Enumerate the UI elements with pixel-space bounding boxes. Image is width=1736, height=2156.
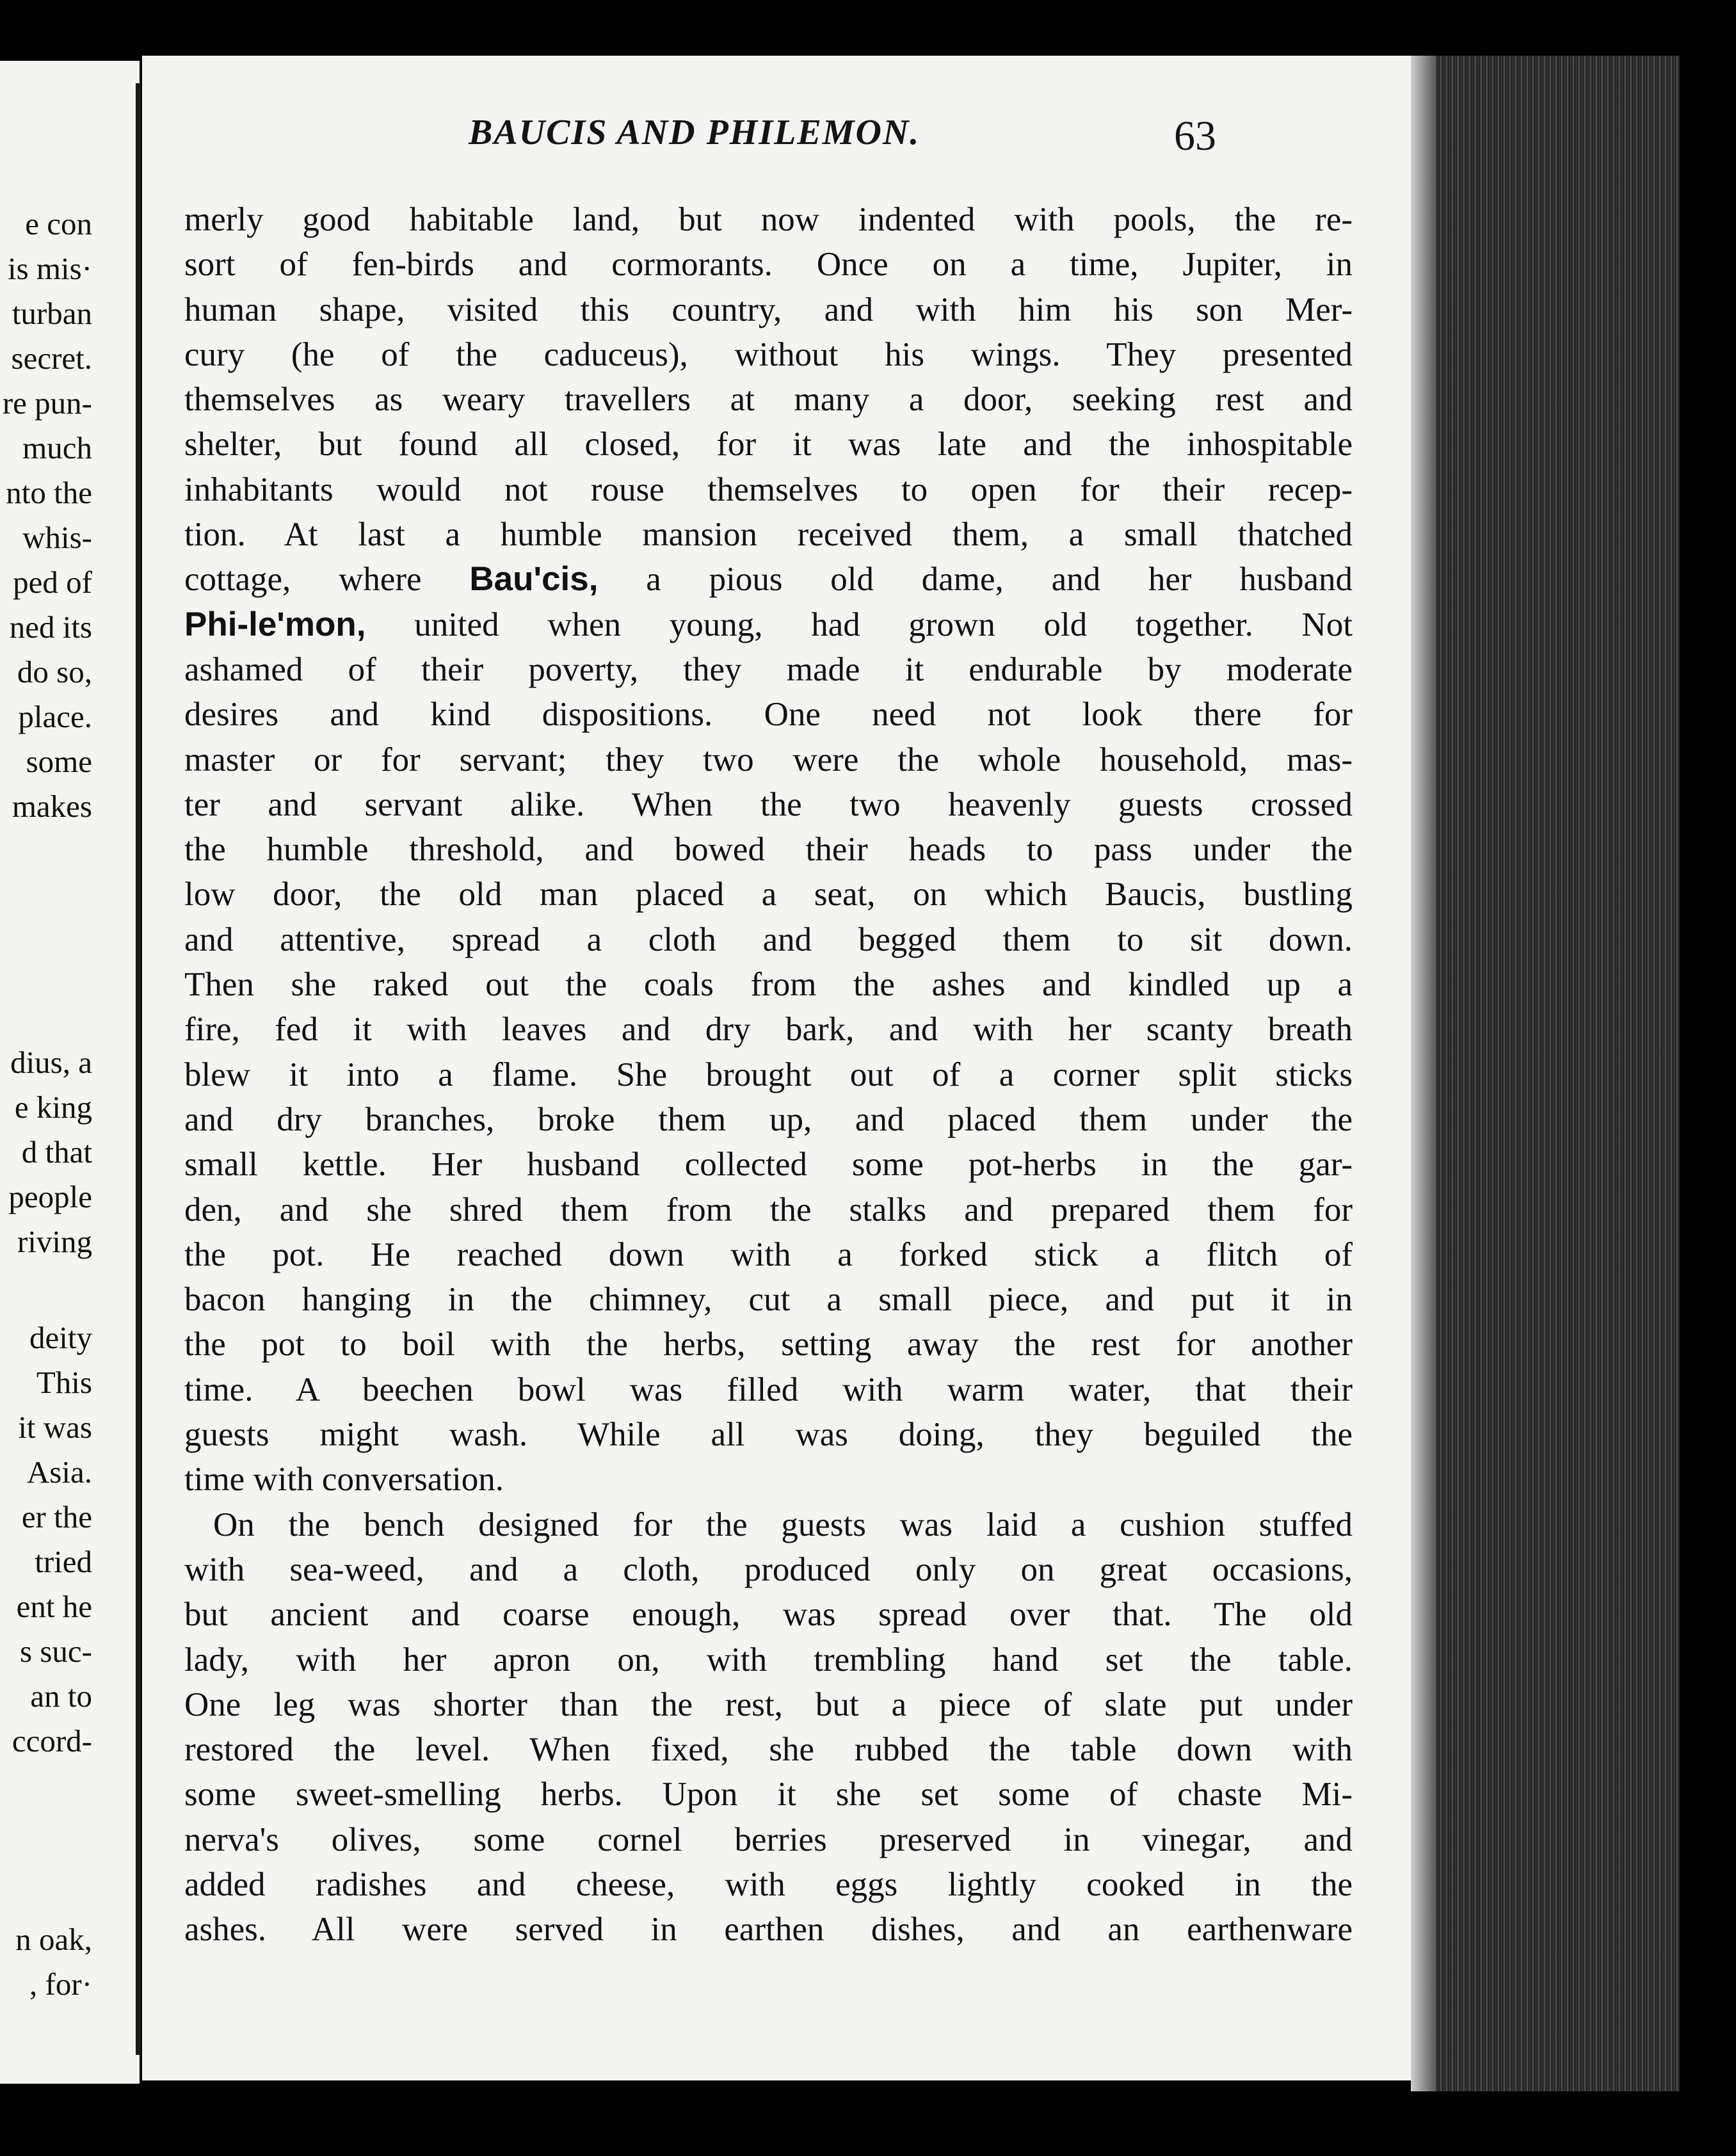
- left-page-fragment: dius, a: [10, 1045, 92, 1080]
- main-page: [142, 56, 1411, 2080]
- text-line: the pot. He reached down with a forked stick a flitch of: [184, 1235, 1353, 1273]
- text-line: guests might wash. While all was doing, they beguiled the: [184, 1416, 1353, 1454]
- gutter-rule: [136, 83, 141, 2055]
- running-head: BAUCIS AND PHILEMON.: [469, 113, 920, 152]
- text-line: the humble threshold, and bowed their heads to pass under the: [184, 831, 1353, 869]
- text-line: cury (he of the caduceus), without his wings. They presented: [184, 335, 1353, 373]
- text-line: ashamed of their poverty, they made it endurable by moderate: [184, 650, 1353, 688]
- left-page-fragment: d that: [21, 1134, 92, 1170]
- text-line: added radishes and cheese, with eggs lightly cooked in the: [184, 1865, 1353, 1903]
- left-page-fragment: secret.: [11, 341, 92, 376]
- text-line: shelter, but found all closed, for it was late and the inhospitable: [184, 426, 1353, 463]
- left-page-fragment: is mis·: [7, 251, 92, 286]
- text-line: themselves as weary travellers at many a door, seeking rest and: [184, 381, 1353, 419]
- text-line: with sea-weed, and a cloth, produced only on great occasions,: [184, 1550, 1353, 1588]
- text-line: time. A beechen bowl was filled with warm water, that their: [184, 1371, 1353, 1408]
- text-line: Then she raked out the coals from the ashes and kindled up a: [184, 966, 1353, 1004]
- text-line: low door, the old man placed a seat, on which Baucis, bustling: [184, 876, 1353, 913]
- left-page-fragment: do so,: [17, 654, 92, 689]
- text-line: [184, 557, 1353, 602]
- left-page-fragment: place.: [18, 699, 92, 734]
- text-line: tion. At last a humble mansion received them, a small thatched: [184, 516, 1353, 554]
- text-line: sort of fen-birds and cormorants. Once on a time, Jupiter, in: [184, 246, 1353, 284]
- left-page-fragment: an to: [30, 1678, 92, 1714]
- text-line: restored the level. When fixed, she rubbed the table down with: [184, 1731, 1353, 1769]
- text-line: [184, 602, 1353, 647]
- left-facing-page: [0, 61, 140, 2084]
- text-run: a pious old dame, and her husband: [646, 561, 1353, 599]
- left-page-fragment: tried: [35, 1544, 92, 1579]
- left-page-fragment: Asia.: [26, 1454, 92, 1490]
- text-line: bacon hanging in the chimney, cut a small piece, and put it in: [184, 1281, 1353, 1319]
- text-line: and attentive, spread a cloth and begged them to sit down.: [184, 921, 1353, 958]
- left-page-fragment: ped of: [13, 565, 92, 600]
- text-line: nerva's olives, some cornel berries preserved in vinegar, and: [184, 1821, 1353, 1858]
- text-line: ter and servant alike. When the two heavenly guests crossed: [184, 785, 1353, 823]
- left-page-fragment: e con: [25, 206, 92, 241]
- text-line: human shape, visited this country, and with him his son Mer-: [184, 291, 1353, 328]
- left-page-fragment: nto the: [6, 475, 92, 510]
- text-line: lady, with her apron on, with trembling hand set the table.: [184, 1641, 1353, 1678]
- text-line: ashes. All were served in earthen dishes, and an earthenware: [184, 1911, 1353, 1949]
- text-line: master or for servant; they two were the whole household, mas-: [184, 741, 1353, 778]
- left-page-fragment: makes: [12, 789, 92, 824]
- left-page-fragment: re pun-: [2, 385, 92, 421]
- text-line: blew it into a flame. She brought out of a corner split sticks: [184, 1056, 1353, 1093]
- text-line: and dry branches, broke them up, and placed them under the: [184, 1100, 1353, 1138]
- text-line: small kettle. Her husband collected some pot-herbs in the gar-: [184, 1146, 1353, 1184]
- text-run: united when young, had grown old together. Not: [414, 606, 1353, 643]
- left-page-fragment: ccord-: [12, 1723, 92, 1758]
- left-page-fragment: riving: [17, 1224, 92, 1259]
- left-page-fragment: whis-: [22, 520, 92, 555]
- name-baucis: Bau'cis,: [469, 560, 599, 599]
- left-page-fragment: ned its: [9, 609, 92, 645]
- left-page-fragment: s suc-: [20, 1634, 92, 1669]
- body-text: [184, 197, 1353, 1952]
- text-line: On the bench designed for the guests was laid a cushion stuffed: [213, 1506, 1353, 1543]
- left-page-fragment: e king: [14, 1090, 92, 1125]
- text-line: but ancient and coarse enough, was spread over that. The old: [184, 1596, 1353, 1634]
- page-edge-shadow: [1411, 56, 1436, 2091]
- page-number: 63: [1174, 113, 1216, 159]
- text-line: den, and she shred them from the stalks and prepared them for: [184, 1191, 1353, 1228]
- text-line: desires and kind dispositions. One need not look there for: [184, 696, 1353, 734]
- left-page-fragment: much: [22, 430, 92, 465]
- text-line: inhabitants would not rouse themselves to open for their recep-: [184, 471, 1353, 508]
- left-page-fragment: some: [26, 744, 92, 779]
- text-line: merly good habitable land, but now indented with pools, the re-: [184, 201, 1353, 238]
- text-line: the pot to boil with the herbs, setting away the rest for another: [184, 1326, 1353, 1364]
- left-page-fragment: n oak,: [15, 1922, 92, 1957]
- name-philemon: Phi-le'mon,: [184, 605, 366, 643]
- left-page-fragment: it was: [18, 1410, 92, 1445]
- left-page-fragment: turban: [12, 296, 92, 331]
- book-page-edges: [1411, 56, 1680, 2091]
- text-run: cottage, where: [184, 561, 422, 599]
- left-page-fragment: er the: [21, 1499, 92, 1534]
- left-page-fragment: deity: [29, 1320, 92, 1355]
- left-page-fragment: ent he: [16, 1589, 92, 1624]
- left-page-fragment: , for·: [29, 1967, 92, 2002]
- text-line: time with conversation.: [184, 1461, 504, 1499]
- left-page-fragment: This: [36, 1365, 92, 1400]
- left-page-fragment: people: [8, 1179, 92, 1214]
- text-line: One leg was shorter than the rest, but a piece of slate put under: [184, 1685, 1353, 1723]
- text-line: some sweet-smelling herbs. Upon it she set some of chaste Mi-: [184, 1776, 1353, 1814]
- text-line: fire, fed it with leaves and dry bark, and with her scanty breath: [184, 1011, 1353, 1049]
